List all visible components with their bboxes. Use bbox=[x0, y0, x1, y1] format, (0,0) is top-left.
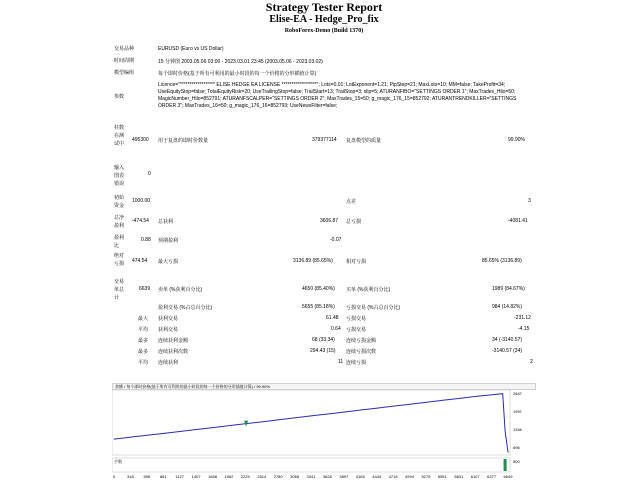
balance-point bbox=[492, 394, 493, 395]
cons-lossamt-label: 连续亏损次数 bbox=[346, 349, 377, 355]
gross-profit-label: 总获利 bbox=[158, 219, 174, 225]
max-dd-value: 3136.89 (85.65%) bbox=[293, 258, 333, 264]
gross-profit-value: 3606.87 bbox=[320, 218, 339, 224]
largest-prefix: 最大 bbox=[138, 316, 149, 322]
cons-profit-value: 294.43 (15) bbox=[310, 348, 336, 354]
balance-point bbox=[180, 431, 181, 432]
gross-loss-value: -4081.41 bbox=[508, 218, 528, 224]
ticks-label: 用于复盘的即时价数量 bbox=[158, 138, 209, 144]
avg-cons-loss-value: 2 bbox=[530, 359, 533, 365]
cons-win-value: 68 (33.34) bbox=[312, 337, 335, 343]
x-tick-label: 0 bbox=[112, 474, 116, 479]
x-tick-label: 3626 bbox=[322, 474, 332, 479]
balance-point bbox=[345, 412, 346, 413]
y-tick-label: 1997 bbox=[513, 409, 522, 414]
max-dd-label: 最大亏损 bbox=[158, 259, 179, 265]
x-tick-label: 5831 bbox=[454, 474, 464, 479]
balance-point bbox=[263, 421, 264, 422]
x-tick-label: 1127 bbox=[175, 474, 185, 479]
row-winloss bbox=[112, 302, 536, 313]
chart-header: 余额 / 每个即时价格(基于所有可利用的最小时段的每一个价格的分形插值计算) / 99.90% bbox=[112, 383, 536, 390]
long-label: 买单 (%获利百分比) bbox=[346, 287, 391, 293]
quality-value: 99.90% bbox=[508, 137, 525, 143]
balance-point bbox=[165, 433, 166, 434]
balance-point bbox=[132, 437, 133, 438]
rel-dd-label: 相对亏损 bbox=[346, 259, 367, 265]
symbol-label: 交易品种 bbox=[114, 46, 135, 52]
avg-win-label: 获利交易 bbox=[158, 327, 179, 333]
row-pf bbox=[112, 232, 536, 250]
balance-chart bbox=[112, 383, 536, 480]
x-tick-label: 2514 bbox=[257, 474, 267, 479]
params-label: 参数 bbox=[114, 94, 125, 100]
balance-point bbox=[214, 427, 215, 428]
x-tick-label: 596 bbox=[143, 474, 151, 479]
report-title: Strategy Tester Report bbox=[265, 0, 383, 14]
payoff-label: 预期盈利 bbox=[158, 238, 179, 244]
model-value: 每个即时价格(基于所有可利用的最小时段的每一个价格的分形插值计算) bbox=[158, 71, 317, 77]
spread-value: 3 bbox=[528, 198, 531, 204]
balance-point bbox=[443, 400, 444, 401]
row-model bbox=[112, 68, 536, 80]
row-params bbox=[112, 80, 536, 122]
x-tick-label: 3341 bbox=[306, 474, 316, 479]
spread-label: 点差 bbox=[346, 199, 357, 205]
average-prefix: 平均 bbox=[138, 327, 149, 333]
largest-loss-label: 亏损交易 bbox=[346, 316, 367, 322]
row-largest bbox=[112, 313, 536, 324]
lots-panel bbox=[112, 458, 510, 472]
row-trades bbox=[112, 276, 536, 302]
balance-point bbox=[502, 393, 503, 394]
balance-point bbox=[410, 404, 411, 405]
deposit-value: 1000.00 bbox=[132, 198, 151, 204]
cons-loss-value: 34 (-3140.57) bbox=[492, 337, 523, 343]
row-avg-consecutive bbox=[112, 357, 536, 368]
trades-value: 6639 bbox=[139, 286, 151, 292]
largest-win-label: 获利交易 bbox=[158, 316, 179, 322]
x-tick-label: 3065 bbox=[290, 474, 300, 479]
row-bars bbox=[112, 122, 536, 162]
abs-dd-label: 绝对亏损 bbox=[114, 253, 125, 267]
lots-bar bbox=[504, 459, 507, 471]
pf-value: 0.88 bbox=[141, 237, 151, 243]
x-tick-label: 4715 bbox=[388, 474, 398, 479]
params-value: Licence="****************** ELISE HEDGE EA LICENSE ******************"; Lots=0.01; LotExponent=1.21; PipStep=21; MaxLots=10; MM=false; TakeProfit=34; UseEquityStop=false; TotalEquityRisk=20; UseTrailingStop=false; TrailStart=13; TrailStop=3; slip=5; ATURANFIBO="SETTINGS ORDER 1"; MaxTrades_Hilo=50; MagicNumber_Hilo=852791; ATURANFSCALPER="SETTINGS ORDER 2"; MaxTrades_15=50; g_magic_176_15=852792; ATURANTRENDKILLER="SETTINGS ORDER 3"; MaxTrades_16=50; g_magic_176_16=852793; UseNewsFilter=false; bbox=[158, 82, 517, 109]
row-period bbox=[112, 56, 536, 68]
x-tick-label: 1688 bbox=[208, 474, 217, 479]
avgc-prefix: 平均 bbox=[138, 360, 149, 366]
cons-win-label: 连续获利金额 bbox=[158, 338, 189, 344]
x-tick-label: 5275 bbox=[421, 474, 431, 479]
x-tick-label: 3897 bbox=[339, 474, 349, 479]
balance-point bbox=[114, 439, 115, 440]
payoff-value: -0.07 bbox=[330, 237, 342, 243]
balance-point bbox=[278, 419, 279, 420]
x-tick-label: 6377 bbox=[487, 474, 497, 479]
loss-label: 亏损交易 (%占总百分比) bbox=[346, 305, 401, 311]
balance-point bbox=[508, 452, 509, 453]
avg-loss-label: 亏损交易 bbox=[346, 327, 367, 333]
net-label: 总净盈利 bbox=[114, 215, 125, 229]
row-net bbox=[112, 212, 536, 232]
maxc-prefix: 最多 bbox=[138, 349, 149, 355]
balance-point bbox=[459, 398, 460, 399]
mismatch-value: 0 bbox=[148, 171, 151, 177]
cons-profit-label: 连续获利次数 bbox=[158, 349, 189, 355]
win-value: 5655 (85.18%) bbox=[302, 304, 335, 310]
x-tick-label: 4165 bbox=[355, 474, 365, 479]
short-label: 卖单 (%获利百分比) bbox=[158, 287, 203, 293]
mismatch-label: 输入图表错误 bbox=[114, 165, 125, 187]
net-value: -474.54 bbox=[132, 218, 149, 224]
balance-point bbox=[426, 402, 427, 403]
deposit-label: 初始资金 bbox=[114, 195, 125, 209]
balance-point bbox=[329, 414, 330, 415]
bars-value: 495300 bbox=[132, 137, 149, 143]
x-tick-label: 1407 bbox=[191, 474, 201, 479]
balance-point bbox=[505, 430, 506, 431]
balance-point bbox=[295, 417, 296, 418]
cons-lossamt-value: -3140.57 (34) bbox=[492, 348, 523, 354]
balance-point bbox=[360, 410, 361, 411]
balance-point bbox=[476, 396, 477, 397]
row-deposit bbox=[112, 192, 536, 212]
x-tick-label: 4443 bbox=[372, 474, 382, 479]
row-drawdown bbox=[112, 250, 536, 276]
model-label: 模型编组 bbox=[114, 70, 135, 76]
x-tick-label: 1962 bbox=[224, 474, 234, 479]
x-tick-label: 5551 bbox=[437, 474, 447, 479]
row-consecutive bbox=[112, 335, 536, 346]
trades-label: 交易单总计 bbox=[114, 279, 125, 301]
balance-point bbox=[230, 425, 231, 426]
balance-point bbox=[312, 415, 313, 416]
quality-label: 复盘模型的质量 bbox=[346, 138, 382, 144]
short-value: 4650 (85.40%) bbox=[302, 286, 335, 292]
x-tick-label: 6649 bbox=[503, 474, 513, 479]
symbol-value: EURUSD (Euro vs US Dollar) bbox=[158, 46, 224, 52]
win-label: 盈利交易 (%占总百分比) bbox=[158, 305, 213, 311]
avg-loss-value: -4.15 bbox=[518, 326, 530, 332]
ticks-value: 379377114 bbox=[312, 137, 337, 143]
balance-point bbox=[197, 429, 198, 430]
loss-value: 984 (14.82%) bbox=[492, 304, 523, 310]
report-subtitle: Elise-EA - Hedge_Pro_fix bbox=[269, 14, 379, 25]
largest-win-value: 61.48 bbox=[326, 315, 339, 321]
row-mismatch bbox=[112, 162, 536, 192]
rel-dd-value: 85.65% (3136.89) bbox=[482, 258, 522, 264]
report-page bbox=[112, 0, 536, 480]
balance-chart-svg bbox=[112, 390, 536, 480]
y-tick-label: 1346 bbox=[513, 427, 522, 432]
x-tick-label: 6107 bbox=[470, 474, 480, 479]
row-consecutive-amount bbox=[112, 346, 536, 357]
avg-win-value: 0.64 bbox=[331, 326, 341, 332]
report-table bbox=[112, 44, 536, 368]
balance-point bbox=[377, 408, 378, 409]
lots-panel-label: 手数 bbox=[114, 459, 122, 464]
x-tick-label: 2229 bbox=[240, 474, 250, 479]
y-tick-label: 2647 bbox=[513, 391, 522, 396]
abs-dd-value: 474.54 bbox=[132, 258, 148, 264]
x-tick-label: 4994 bbox=[405, 474, 414, 479]
avg-cons-win-value: 11 bbox=[338, 359, 344, 365]
row-symbol bbox=[112, 44, 536, 56]
balance-point bbox=[149, 435, 150, 436]
x-tick-label: 318 bbox=[127, 474, 134, 479]
pf-label: 盈利比 bbox=[114, 235, 125, 249]
avg-cons-loss-label: 连续亏损 bbox=[346, 360, 367, 366]
avg-cons-win-label: 连续获利 bbox=[158, 360, 179, 366]
balance-point bbox=[393, 406, 394, 407]
y-tick-label: 696 bbox=[513, 445, 520, 451]
bars-label: 柱数在测试中 bbox=[114, 125, 125, 147]
largest-loss-value: -231.12 bbox=[514, 315, 531, 321]
x-tick-label: 2780 bbox=[273, 474, 283, 479]
gross-loss-label: 总亏损 bbox=[346, 219, 362, 225]
cons-loss-label: 连续亏损金额 bbox=[346, 338, 377, 344]
max-prefix: 最多 bbox=[138, 338, 149, 344]
period-value: 15 分钟图 2003.05.06 03:00 - 2023.03.01 23:45 (2003.05.06 - 2023.03.02) bbox=[158, 59, 323, 65]
long-value: 1989 (84.67%) bbox=[492, 286, 525, 292]
row-average bbox=[112, 324, 536, 335]
lots-tick-label: 500 bbox=[513, 459, 520, 464]
period-label: 时间周期 bbox=[114, 58, 135, 64]
x-tick-label: 861 bbox=[159, 474, 167, 479]
report-broker: RoboForex-Demo (Build 1370) bbox=[284, 28, 364, 34]
